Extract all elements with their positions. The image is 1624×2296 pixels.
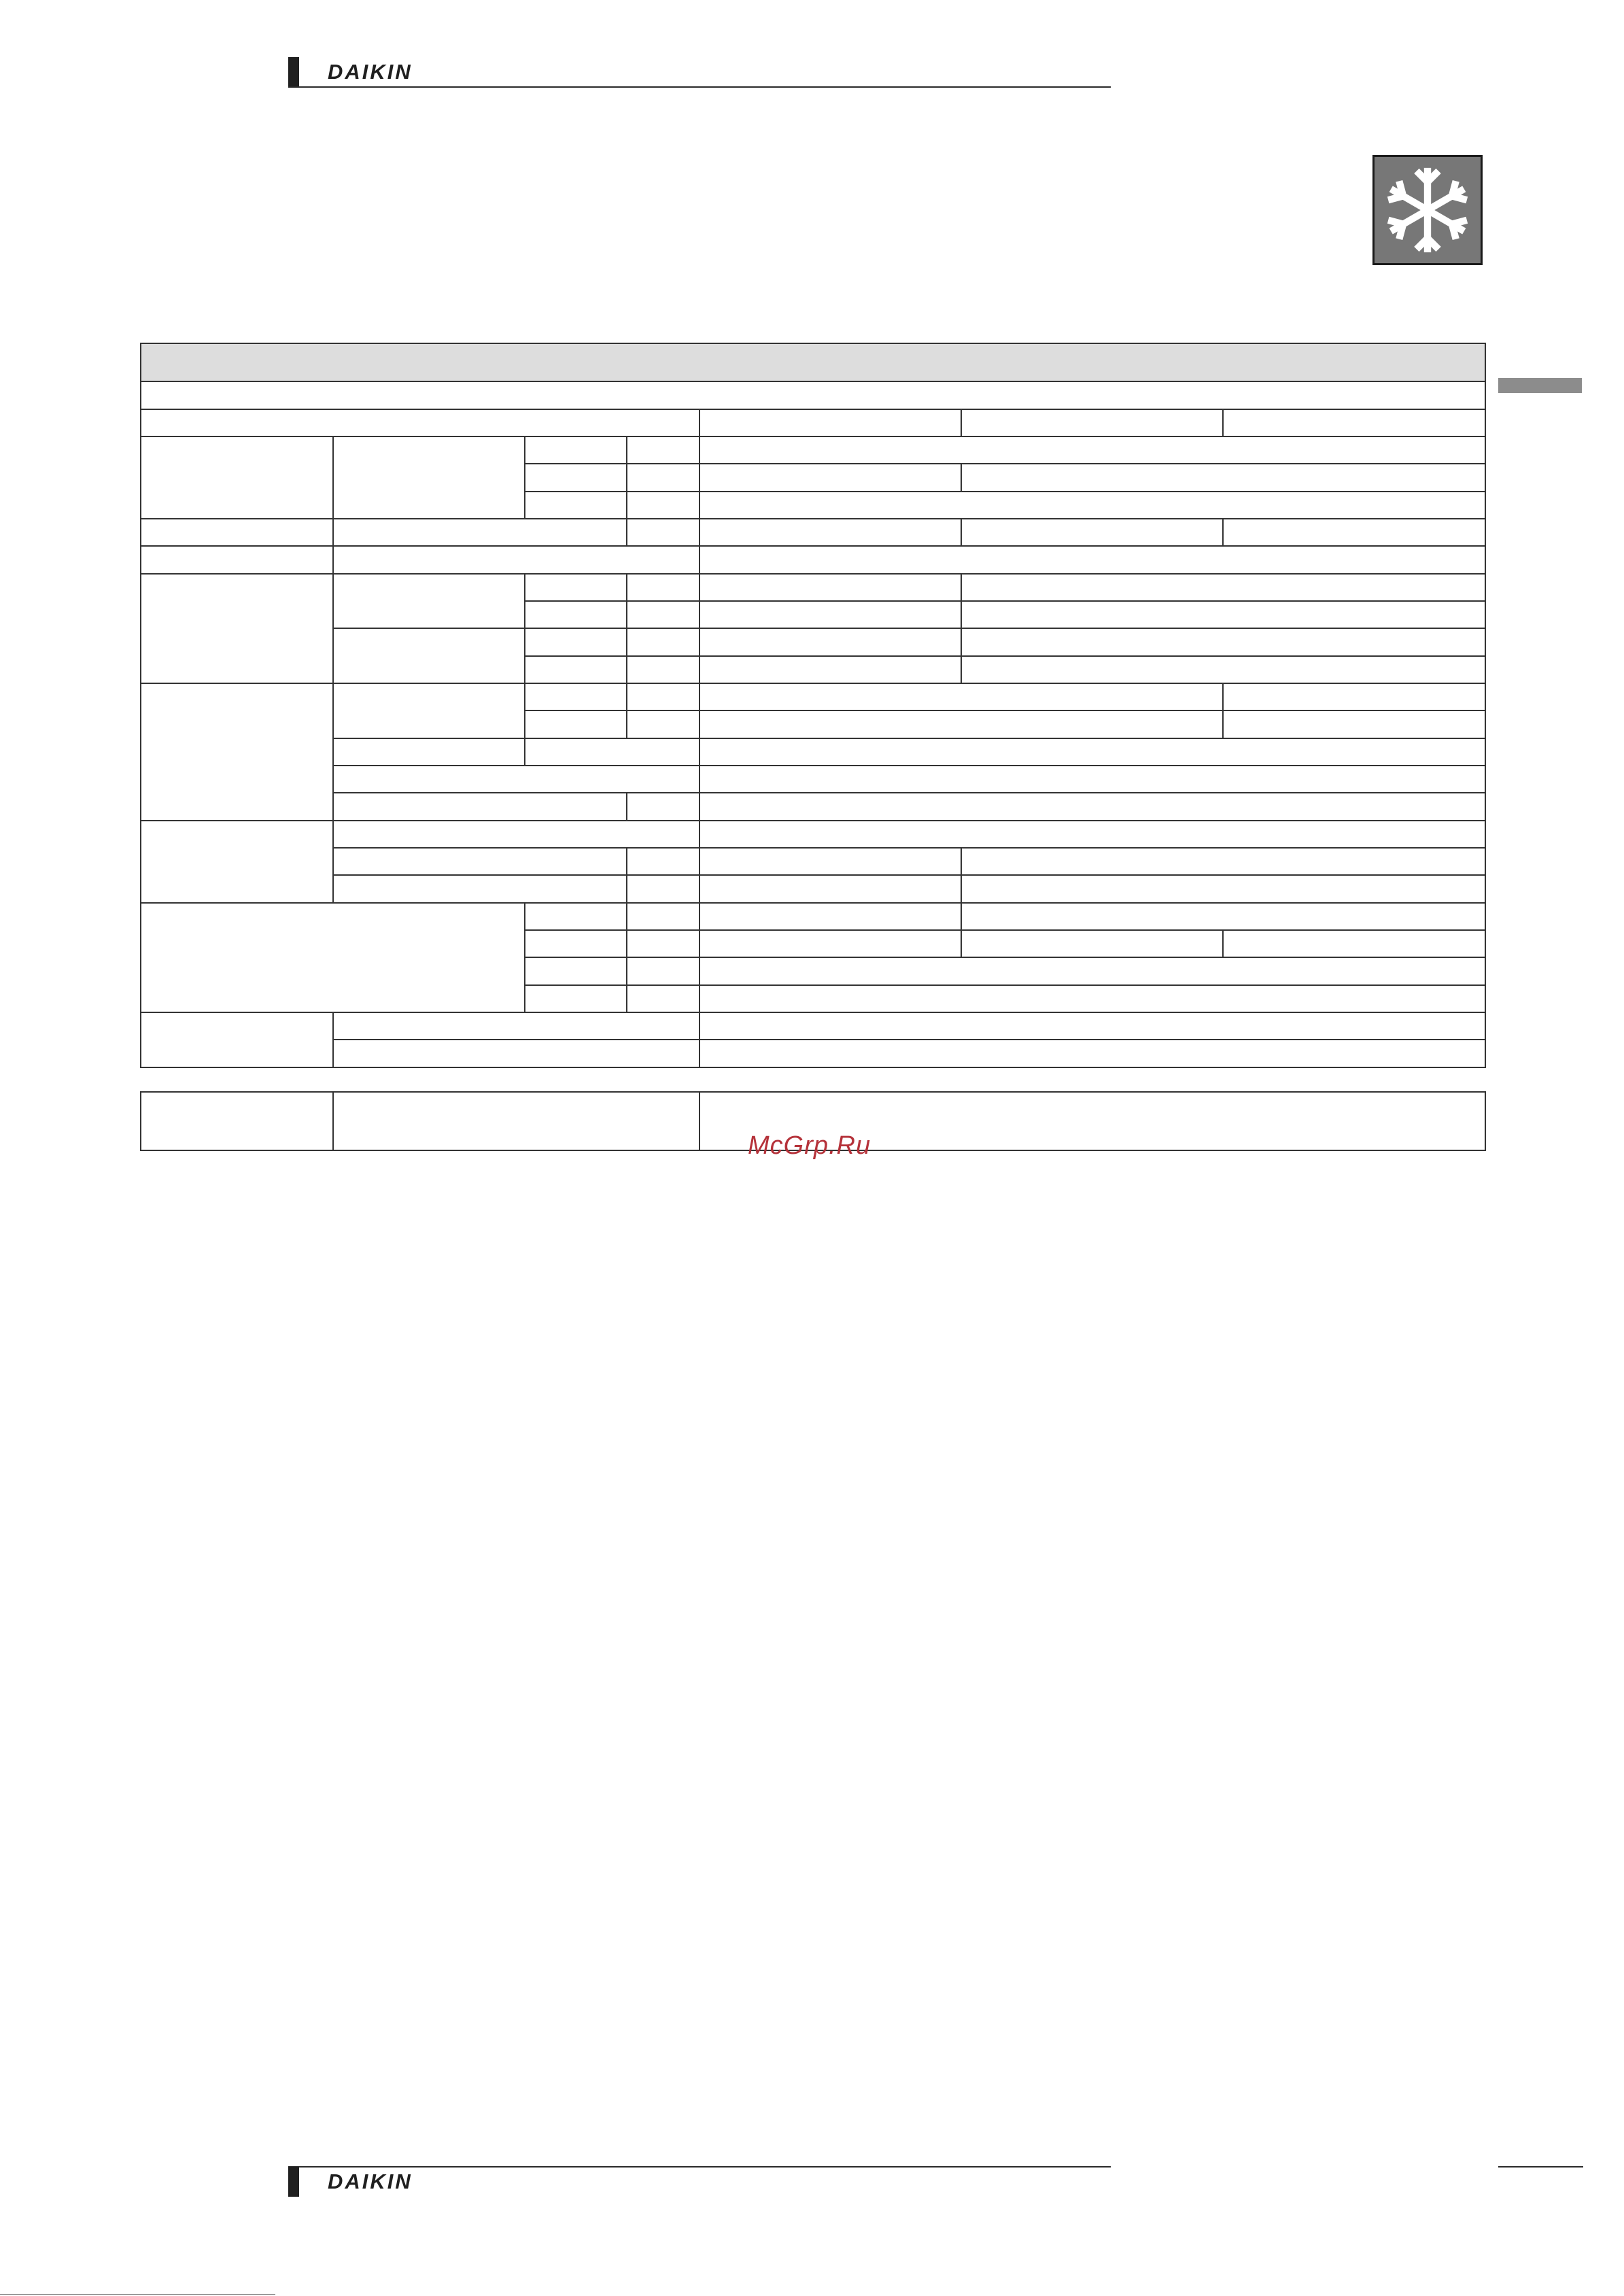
model-label-cell xyxy=(141,409,699,436)
item-cell xyxy=(525,436,627,464)
table-row xyxy=(141,519,1485,546)
value-cell xyxy=(699,546,1485,573)
value-cell xyxy=(699,1012,1485,1040)
table-row xyxy=(141,848,1485,875)
brand-bar xyxy=(288,2167,299,2197)
value-cell xyxy=(1223,710,1485,738)
value-cell xyxy=(961,574,1485,601)
item-cell xyxy=(525,628,627,655)
value-cell xyxy=(961,903,1485,930)
model-cell-3 xyxy=(1223,409,1485,436)
note-item-cell xyxy=(333,1092,699,1150)
group-label-cell xyxy=(141,1012,333,1067)
value-cell xyxy=(699,985,1485,1012)
subgroup-label-cell xyxy=(333,628,525,683)
item-cell xyxy=(333,875,627,902)
table-row xyxy=(141,546,1485,573)
item-cell xyxy=(525,601,627,628)
footer-rule-right xyxy=(1498,2166,1583,2168)
snowflake-icon xyxy=(1381,163,1474,257)
value-cell xyxy=(699,738,1485,766)
table-row xyxy=(141,683,1485,710)
group-label-cell xyxy=(141,546,333,573)
unit-cell xyxy=(627,574,699,601)
value-cell xyxy=(699,848,961,875)
model-header-row xyxy=(141,409,1485,436)
value-cell xyxy=(699,903,961,930)
group-label-cell xyxy=(141,683,333,821)
table-row xyxy=(141,766,1485,793)
item-cell xyxy=(525,930,627,957)
unit-cell xyxy=(627,903,699,930)
cooling-mode-badge xyxy=(1372,155,1483,265)
value-cell xyxy=(699,875,961,902)
unit-cell xyxy=(627,957,699,984)
value-cell xyxy=(699,710,1223,738)
item-cell xyxy=(333,821,699,848)
item-cell xyxy=(333,848,627,875)
value-cell xyxy=(699,464,961,491)
table-row xyxy=(141,436,1485,464)
item-cell xyxy=(333,1040,699,1067)
item-cell xyxy=(333,766,699,793)
table-row xyxy=(141,793,1485,820)
page-bottom-rule xyxy=(0,2294,275,2295)
value-cell xyxy=(961,628,1485,655)
brand-bar xyxy=(288,57,299,87)
value-cell xyxy=(1223,930,1485,957)
value-cell xyxy=(961,464,1485,491)
section-tab-marker xyxy=(1498,378,1582,393)
value-cell xyxy=(699,821,1485,848)
value-cell xyxy=(1223,683,1485,710)
unit-cell xyxy=(627,930,699,957)
unit-cell xyxy=(627,519,699,546)
item-cell xyxy=(525,683,627,710)
group-label-cell xyxy=(141,519,333,546)
value-cell xyxy=(961,601,1485,628)
table-row xyxy=(141,1012,1485,1040)
unit-cell xyxy=(627,793,699,820)
unit-cell xyxy=(627,656,699,683)
table-row xyxy=(141,821,1485,848)
model-cell-2 xyxy=(961,409,1223,436)
value-cell xyxy=(961,519,1223,546)
unit-cell xyxy=(627,985,699,1012)
footer-brand xyxy=(288,2167,413,2197)
value-cell xyxy=(699,957,1485,984)
table-row xyxy=(141,628,1485,655)
item-cell xyxy=(525,574,627,601)
item-cell xyxy=(525,985,627,1012)
item-cell xyxy=(525,492,627,519)
value-cell xyxy=(961,930,1223,957)
brand-logo-text: DAIKIN xyxy=(328,60,413,84)
group-label-cell xyxy=(141,821,333,903)
item-cell xyxy=(333,793,627,820)
header-rule xyxy=(288,86,1111,88)
unit-cell xyxy=(627,710,699,738)
table-row xyxy=(141,1040,1485,1067)
subgroup-label-cell xyxy=(333,738,525,766)
value-cell xyxy=(961,656,1485,683)
value-cell xyxy=(699,436,1485,464)
subgroup-label-cell xyxy=(333,683,525,738)
brand-logo-text: DAIKIN xyxy=(328,2170,413,2193)
unit-cell xyxy=(627,492,699,519)
subgroup-label-cell xyxy=(333,574,525,629)
value-cell xyxy=(699,628,961,655)
header-brand xyxy=(288,57,413,87)
value-cell xyxy=(699,766,1485,793)
value-cell xyxy=(699,656,961,683)
unit-cell xyxy=(627,848,699,875)
item-cell xyxy=(333,546,699,573)
item-cell xyxy=(525,957,627,984)
value-cell xyxy=(699,683,1223,710)
item-cell xyxy=(525,738,699,766)
unit-cell xyxy=(627,436,699,464)
unit-cell xyxy=(627,464,699,491)
group-label-cell xyxy=(141,903,525,1012)
value-cell xyxy=(699,793,1485,820)
unit-cell xyxy=(627,628,699,655)
model-cell-1 xyxy=(699,409,961,436)
group-label-cell xyxy=(141,436,333,519)
value-cell xyxy=(699,574,961,601)
table-subtitle-row xyxy=(141,381,1485,409)
table-row xyxy=(141,738,1485,766)
value-cell xyxy=(699,601,961,628)
value-cell xyxy=(699,1040,1485,1067)
unit-cell xyxy=(627,683,699,710)
table-row xyxy=(141,574,1485,601)
table-title-row xyxy=(141,343,1485,381)
value-cell xyxy=(961,848,1485,875)
table-subtitle-cell xyxy=(141,381,1485,409)
item-cell xyxy=(525,903,627,930)
item-cell xyxy=(333,519,627,546)
item-cell xyxy=(333,1012,699,1040)
table-row xyxy=(141,875,1485,902)
item-cell xyxy=(525,464,627,491)
value-cell xyxy=(961,875,1485,902)
value-cell xyxy=(699,492,1485,519)
item-cell xyxy=(525,656,627,683)
unit-cell xyxy=(627,601,699,628)
table-title-cell xyxy=(141,343,1485,381)
subgroup-label-cell xyxy=(333,436,525,519)
note-label-cell xyxy=(141,1092,333,1150)
table-row xyxy=(141,903,1485,930)
unit-cell xyxy=(627,875,699,902)
watermark-text: McGrp.Ru xyxy=(748,1131,871,1160)
value-cell xyxy=(699,930,961,957)
value-cell xyxy=(1223,519,1485,546)
specification-table xyxy=(140,343,1486,1068)
value-cell xyxy=(699,519,961,546)
item-cell xyxy=(525,710,627,738)
group-label-cell xyxy=(141,574,333,683)
